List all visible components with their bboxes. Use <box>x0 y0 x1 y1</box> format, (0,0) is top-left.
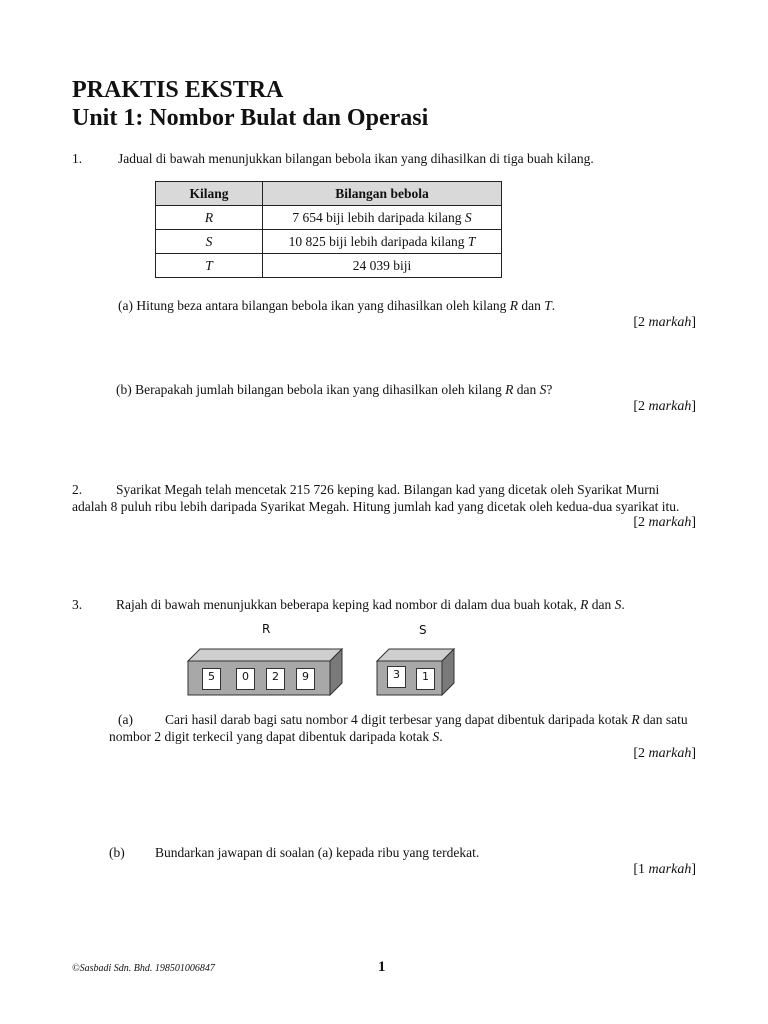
q3-number: 3. <box>72 597 83 612</box>
q2-number: 2. <box>72 482 83 497</box>
number-card-r-3: 2 <box>266 668 285 690</box>
number-card-r-2: 0 <box>236 668 255 690</box>
q3b-text: Bundarkan jawapan di soalan (a) kepada ribu yang terdekat. <box>155 845 480 860</box>
q1b-text: (b) Berapakah jumlah bilangan bebola ikan yang dihasilkan oleh kilang R dan S? <box>116 382 553 397</box>
q1b-marks: [2 markah] <box>633 399 696 414</box>
table-cell-kilang: T <box>156 254 263 278</box>
q1a-marks: [2 markah] <box>633 315 696 330</box>
q3a-line2: nombor 2 digit terkecil yang dapat dibentuk daripada kotak S. <box>109 729 443 744</box>
footer-copyright: ©Sasbadi Sdn. Bhd. 198501006847 <box>72 963 215 974</box>
page-number: 1 <box>378 959 386 975</box>
table-cell-bilangan: 24 039 biji <box>263 254 502 278</box>
q3a-line1: Cari hasil darab bagi satu nombor 4 digit terbesar yang dapat dibentuk daripada kotak R dan satu <box>165 712 688 727</box>
q3a-label: (a) <box>118 712 133 727</box>
q3a-marks: [2 markah] <box>633 746 696 761</box>
kilang-table <box>155 181 502 278</box>
box-s-label: S <box>419 623 427 637</box>
q1-number: 1. <box>72 151 83 166</box>
table-row <box>156 254 502 278</box>
q3-text: Rajah di bawah menunjukkan beberapa keping kad nombor di dalam dua buah kotak, R dan S. <box>116 597 625 612</box>
q2-line2: adalah 8 puluh ribu lebih daripada Syarikat Megah. Hitung jumlah kad yang dicetak oleh kedua-dua syarikat itu. <box>72 499 680 514</box>
box-r-top <box>188 649 342 661</box>
table-header-row <box>156 182 502 206</box>
table-header-kilang: Kilang <box>156 182 263 206</box>
q3b-marks: [1 markah] <box>633 862 696 877</box>
number-card-r-4: 9 <box>296 668 315 690</box>
q1-text: Jadual di bawah menunjukkan bilangan bebola ikan yang dihasilkan di tiga buah kilang. <box>118 151 594 166</box>
table-row <box>156 206 502 230</box>
q1a-text: (a) Hitung beza antara bilangan bebola ikan yang dihasilkan oleh kilang R dan T. <box>118 298 556 313</box>
page-title: PRAKTIS EKSTRA <box>72 77 284 103</box>
q3b-label: (b) <box>109 845 125 860</box>
page-subtitle: Unit 1: Nombor Bulat dan Operasi <box>72 105 429 131</box>
q2-marks: [2 markah] <box>633 515 696 530</box>
table-cell-bilangan: 10 825 biji lebih daripada kilang T <box>263 230 502 254</box>
number-card-s-2: 1 <box>416 668 435 690</box>
table-cell-bilangan: 7 654 biji lebih daripada kilang S <box>263 206 502 230</box>
table-row <box>156 230 502 254</box>
box-s-top <box>377 649 454 661</box>
box-r-label: R <box>262 622 271 636</box>
table-cell-kilang: R <box>156 206 263 230</box>
number-card-r-1: 5 <box>202 668 221 690</box>
q2-line1: Syarikat Megah telah mencetak 215 726 keping kad. Bilangan kad yang dicetak oleh Syarikat Murni <box>116 482 660 497</box>
number-card-s-1: 3 <box>387 666 406 688</box>
table-header-bilangan: Bilangan bebola <box>263 182 502 206</box>
table-cell-kilang: S <box>156 230 263 254</box>
